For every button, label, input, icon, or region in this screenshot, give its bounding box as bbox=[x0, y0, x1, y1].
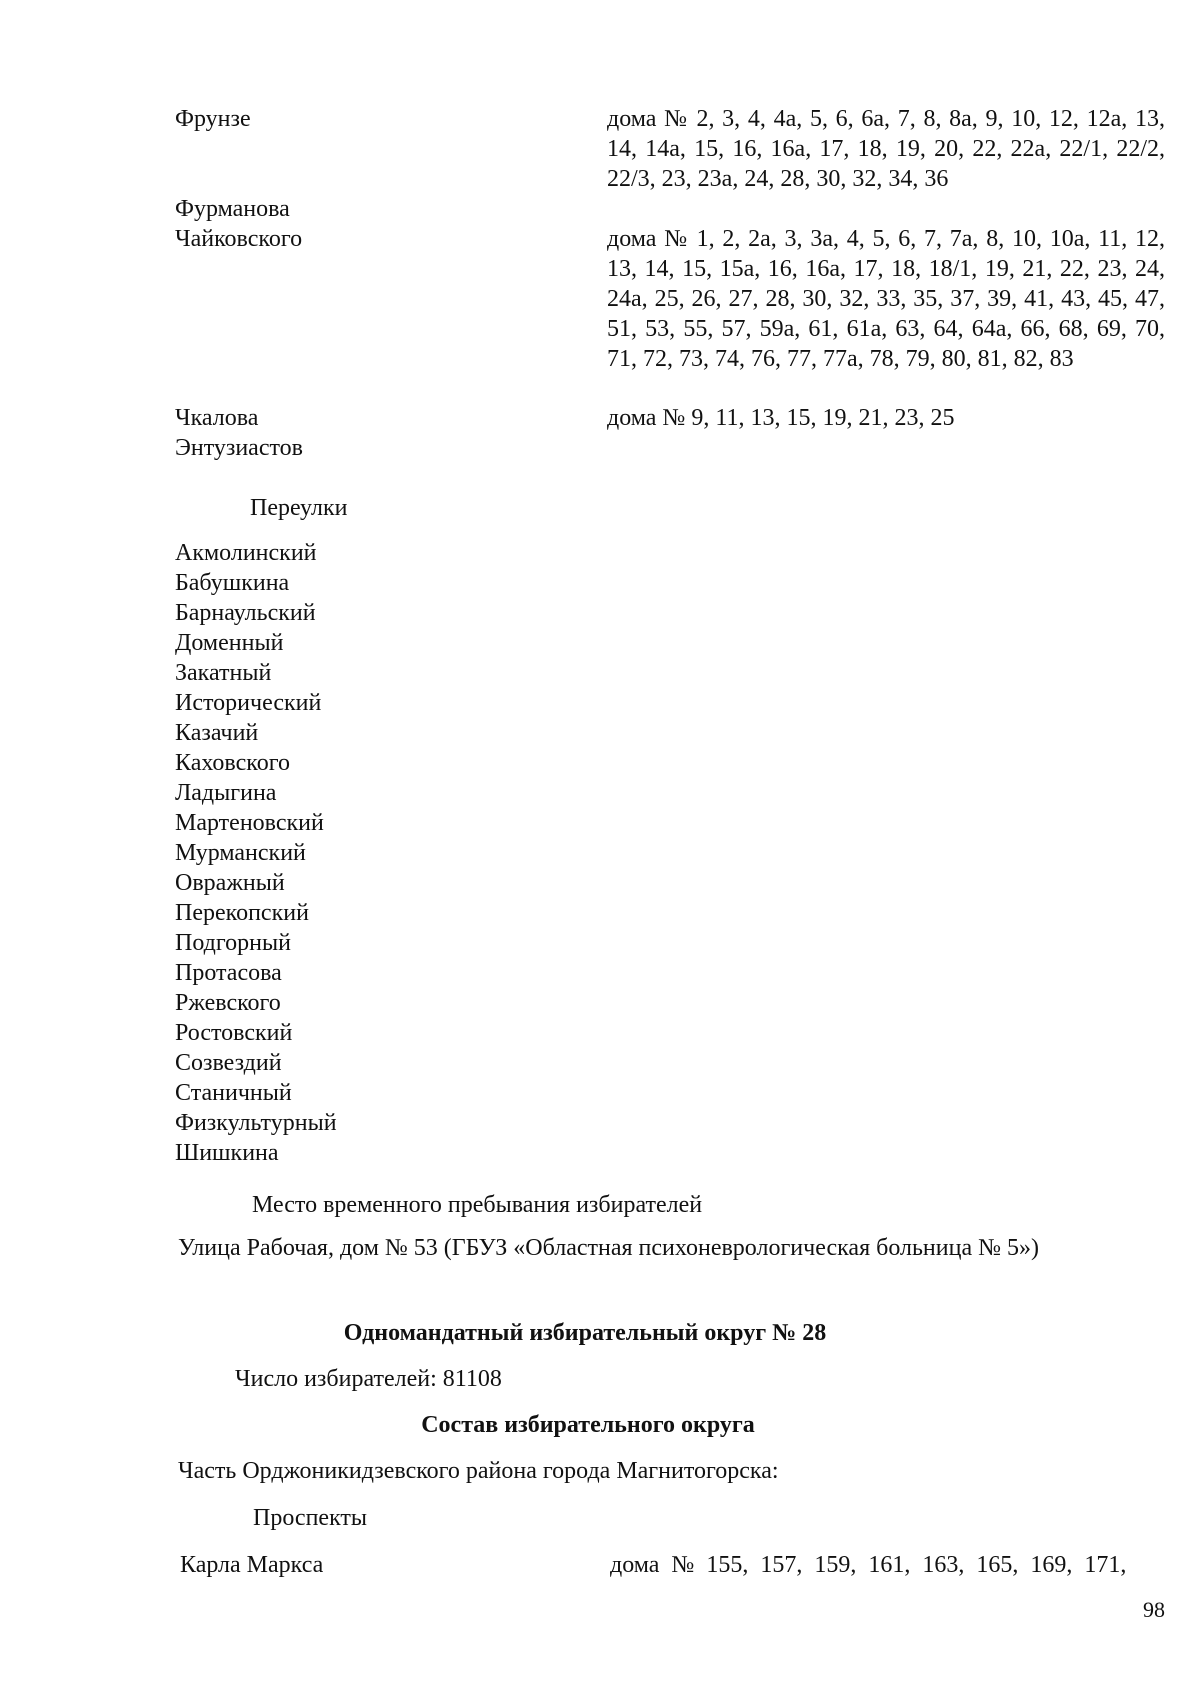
list-item: Подгорный bbox=[175, 930, 291, 956]
district-title: Одномандатный избирательный округ № 28 bbox=[343, 1320, 827, 1346]
lanes-heading: Переулки bbox=[250, 495, 348, 521]
list-item: Доменный bbox=[175, 630, 284, 656]
list-item: Станичный bbox=[175, 1080, 292, 1106]
list-item: Овражный bbox=[175, 870, 285, 896]
list-item: Исторический bbox=[175, 690, 322, 716]
list-item: Мурманский bbox=[175, 840, 306, 866]
list-item: Протасова bbox=[175, 960, 282, 986]
list-item: Физкультурный bbox=[175, 1110, 337, 1136]
list-item: Акмолинский bbox=[175, 540, 317, 566]
street-houses: дома № 9, 11, 13, 15, 19, 21, 23, 25 bbox=[607, 405, 955, 431]
list-item: Каховского bbox=[175, 750, 290, 776]
street-houses: дома № 2, 3, 4, 4а, 5, 6, 6а, 7, 8, 8а, 9, 10, 12, 12а, 13, 14, 14а, 15, 16, 16а, 17, 18, 19, 20, 22, 22а, 22/1, 22/2, 22/3, 23, 23а, 24, 28, 30, 32, 34, 36 bbox=[607, 106, 1165, 192]
list-item: Мартеновский bbox=[175, 810, 324, 836]
list-item: Шишкина bbox=[175, 1140, 279, 1166]
list-item: Ростовский bbox=[175, 1020, 293, 1046]
voters-count: Число избирателей: 81108 bbox=[235, 1366, 502, 1392]
list-item: Перекопский bbox=[175, 900, 309, 926]
list-item: Бабушкина bbox=[175, 570, 290, 596]
temp-place-heading: Место временного пребывания избирателей bbox=[252, 1192, 703, 1218]
avenue-houses: дома № 155, 157, 159, 161, 163, 165, 169, 171, bbox=[610, 1552, 1127, 1578]
avenues-heading: Проспекты bbox=[253, 1505, 368, 1531]
temp-place-text: Улица Рабочая, дом № 53 (ГБУЗ «Областная психоневрологическая больница № 5») bbox=[178, 1235, 1039, 1261]
street-name: Чкалова bbox=[175, 405, 259, 431]
list-item: Закатный bbox=[175, 660, 272, 686]
list-item: Ладыгина bbox=[175, 780, 277, 806]
list-item: Казачий bbox=[175, 720, 259, 746]
composition-title: Состав избирательного округа bbox=[421, 1412, 755, 1438]
list-item: Барнаульский bbox=[175, 600, 316, 626]
part-text: Часть Орджоникидзевского района города Магнитогорска: bbox=[178, 1458, 779, 1484]
street-name: Фурманова bbox=[175, 196, 290, 222]
page-number: 98 bbox=[1143, 1597, 1165, 1622]
avenue-name: Карла Маркса bbox=[180, 1552, 324, 1578]
street-name: Чайковского bbox=[175, 226, 303, 252]
street-houses: дома № 1, 2, 2а, 3, 3а, 4, 5, 6, 7, 7а, 8, 10, 10а, 11, 12, 13, 14, 15, 15а, 16, 16а, 17, 18, 18/1, 19, 21, 22, 23, 24, 24а, 25, 26, 27, 28, 30, 32, 33, 35, 37, 39, 41, 43, 45, 47, 51, 53, 55, 57, 59а, 61, 61а, 63, 64, 64а, 66, 68, 69, 70, 71, 72, 73, 74, 76, 77, 77а, 78, 79, 80, 81, 82, 83 bbox=[607, 226, 1165, 372]
street-name: Энтузиастов bbox=[175, 435, 303, 461]
list-item: Созвездий bbox=[175, 1050, 282, 1076]
list-item: Ржевского bbox=[175, 990, 281, 1016]
street-name: Фрунзе bbox=[175, 106, 251, 132]
lanes-list bbox=[175, 538, 337, 1168]
